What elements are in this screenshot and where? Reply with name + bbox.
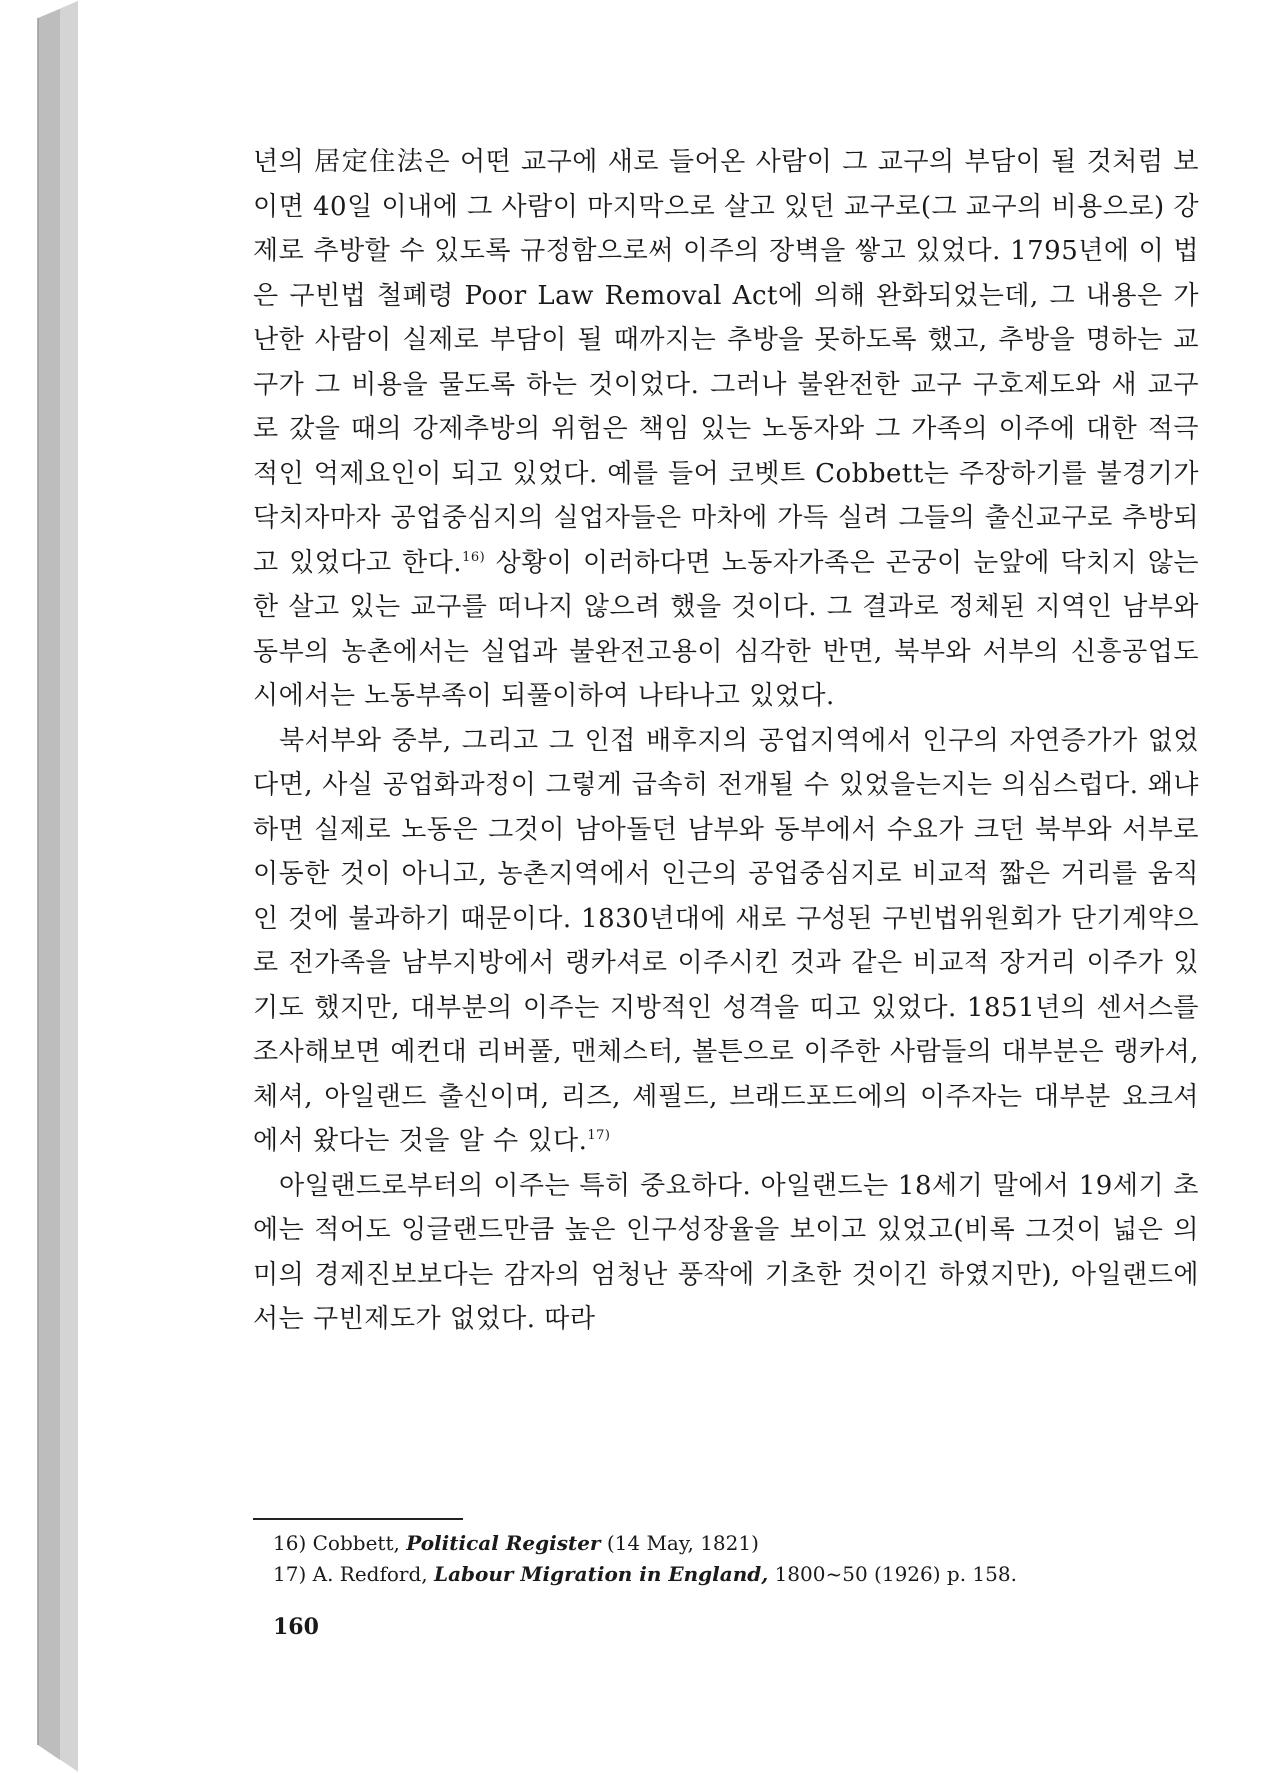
footnote-title: Political Register bbox=[406, 1531, 601, 1555]
footnote-author: Cobbett, bbox=[312, 1531, 400, 1555]
body-text bbox=[253, 140, 1199, 1342]
paragraph-2 bbox=[253, 719, 1199, 1164]
footnote-title: Labour Migration in England, bbox=[434, 1562, 769, 1586]
footnote-number: 17) bbox=[273, 1562, 307, 1586]
paragraph-3-text: 아일랜드로부터의 이주는 특히 중요하다. 아일랜드는 18세기 말에서 19세기 초에는 적어도 잉글랜드만큼 높은 인구성장율을 보이고 있었고(비록 그것이 넓은 의미의 경제진보보다는 감자의 엄청난 풍작에 기초한 것이긴 하였지만), 아일랜드에서는 구빈제도가 없었다. 따라 bbox=[253, 1170, 1199, 1334]
paragraph-3 bbox=[253, 1164, 1199, 1342]
footnote-author: A. Redford, bbox=[312, 1562, 428, 1586]
footnote-17 bbox=[273, 1559, 1173, 1590]
paragraph-2-text: 북서부와 중부, 그리고 그 인접 배후지의 공업지역에서 인구의 자연증가가 없었다면, 사실 공업화과정이 그렇게 급속히 전개될 수 있었을는지는 의심스럽다. 왜냐하면 실제로 노동은 그것이 남아돌던 남부와 동부에서 수요가 크던 북부와 서부로 이동한 것이 아니고, 농촌지역에서 인근의 공업중심지로 비교적 짧은 거리를 움직인 것에 불과하기 때문이다. 1830년대에 새로 구성된 구빈법위원회가 단기계약으로 전가족을 남부지방에서 랭카셔로 이주시킨 것과 같은 비교적 장거리 이주가 있기도 했지만, 대부분의 이주는 지방적인 성격을 띠고 있었다. 1851년의 센서스를 조사해보면 예컨대 리버풀, 맨체스터, 볼튼으로 이주한 사람들의 대부분은 랭카셔, 체셔, 아일랜드 출신이며, 리즈, 셰필드, 브래드포드에의 이주자는 대부분 요크셔에서 왔다는 것을 알 수 있다. bbox=[253, 725, 1199, 1156]
footnote-ref-16: 16) bbox=[462, 549, 486, 565]
paragraph-1-text: 년의 居定住法은 어떤 교구에 새로 들어온 사람이 그 교구의 부담이 될 것처럼 보이면 40일 이내에 그 사람이 마지막으로 살고 있던 교구로(그 교구의 비용으로) 강제로 추방할 수 있도록 규정함으로써 이주의 장벽을 쌓고 있었다. 1795년에 이 법은 구빈법 철폐령 Poor Law Removal Act에 의해 완화되었는데, 그 내용은 가난한 사람이 실제로 부담이 될 때까지는 추방을 못하도록 했고, 추방을 명하는 교구가 그 비용을 물도록 하는 것이었다. 그러나 불완전한 교구 구호제도와 새 교구로 갔을 때의 강제추방의 위험은 책임 있는 노동자와 그 가족의 이주에 대한 적극적인 억제요인이 되고 있었다. 예를 들어 코벳트 Cobbett는 주장하기를 불경기가 닥치자마자 공업중심지의 실업자들은 마차에 가득 실려 그들의 출신교구로 추방되고 있었다고 한다. bbox=[253, 147, 1199, 578]
footnote-details: (14 May, 1821) bbox=[606, 1531, 759, 1555]
footnote-number: 16) bbox=[273, 1531, 307, 1555]
footnote-16 bbox=[273, 1528, 1173, 1559]
footnote-details: 1800~50 (1926) p. 158. bbox=[774, 1562, 1017, 1586]
footnotes bbox=[273, 1528, 1173, 1590]
paragraph-1-tail: 상황이 이러하다면 노동자가족은 곤궁이 눈앞에 닥치지 않는 한 살고 있는 교구를 떠나지 않으려 했을 것이다. 그 결과로 정체된 지역인 남부와 동부의 농촌에서는 실업과 불완전고용이 심각한 반면, 북부와 서부의 신흥공업도시에서는 노동부족이 되풀이하여 나타나고 있었다. bbox=[253, 547, 1199, 711]
page-number: 160 bbox=[273, 1614, 319, 1640]
footnote-rule bbox=[253, 1518, 463, 1520]
page bbox=[78, 0, 1271, 1773]
footnote-ref-17: 17) bbox=[587, 1128, 611, 1143]
paragraph-1 bbox=[253, 140, 1199, 719]
